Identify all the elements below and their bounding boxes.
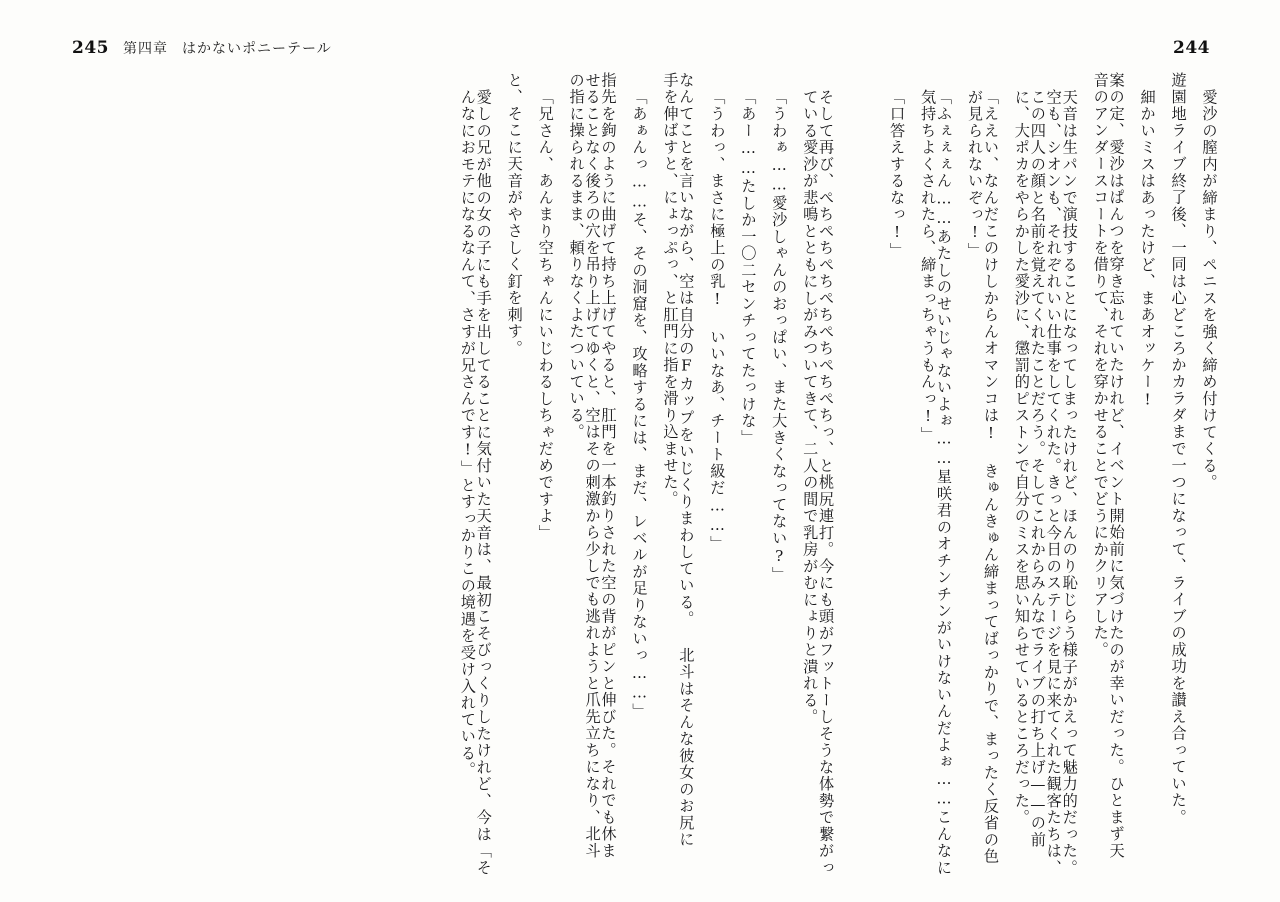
page-gutter [841,72,881,82]
chapter-number: 第四章 [123,41,168,57]
page-header [0,38,1280,62]
text-column: 「うわっ、まさに極上の乳! いいなあ、チート級だ……」 [708,89,727,553]
page-number-right: 244 [1173,38,1210,58]
text-column: そして再び、ぺちぺちぺちぺちぺちぺちぺちっ、と桃尻連打。今にも頭がフットーしそうな体勢で繋がっている愛沙が悲鳴とともにしがみついてきて、二人の間で乳房がむにょりと潰れる。 [801,89,836,877]
page-number-left: 245 [72,38,109,58]
text-column: なんてことを言いながら、空は自分のFカップをいじくりまわしている。 北斗はそんな彼女のお尻に手を伸ばすと、にょっぷっ、と肛門に指を滑り込ませた。 [661,72,696,849]
text-column: 細かいミスはあったけど、まあオッケー! [1138,89,1157,411]
chapter-title: はかないポニーテール [182,41,332,57]
text-column: 「あぁんっ……そ、その洞窟を、攻略するには、まだ、レベルが足りないっ……」 [630,89,649,720]
header-left-group [72,38,332,58]
text-column: 「うわぁ……愛沙しゃんのおっぱい、また大きくなってない?」 [770,89,789,584]
text-column: 指先を鉤のように曲げて持ち上げてやると、肛門を一本釣りされた空の背がピンと伸びた。それでも休ませることなく後ろの穴を吊り上げてゆくと、空はその刺激から少しでも逃れようと爪先立ちになり、北斗の指に操られるまま、頼りなくよたついている。 [567,72,618,860]
text-column: 案の定、愛沙はぱんつを穿き忘れていたけれど、イベント開始前に気づけたのが幸いだった。ひとまず天音のアンダースコートを借りて、それを穿かせることでどうにかクリアした。 [1091,72,1126,860]
text-column: 「兄さん、あんまり空ちゃんにいじわるしちゃだめですよ」 [536,89,555,542]
text-column: 愛しの兄が他の女の子にも手を出してることに気付いた天音は、最初こそびっくりしたけれど、今は「そんなにおモテになるなんて、さすが兄さんです!」とすっかりこの境遇を受け入れている。 [458,89,493,877]
text-column: 「ふぇぇぇん……あたしのせいじゃないよぉ……星咲君のオチンチンがいけないんだよぉ……こんなに気持ちよくされたら、締まっちゃうもんっ!」 [919,89,954,877]
text-column: 愛沙の膣内が締まり、ペニスを強く締め付けてくる。 [1200,89,1219,491]
text-column: 「ええい、なんだこのけしからんオマンコは! きゅんきゅん締まってばっかりで、まったく反省の色が見られないぞっ!」 [965,89,1000,866]
text-column: 天音は生パンで演技することになってしまったけれど、ほんのり恥じらう様子がかえって魅力的だった。空も、シオンも、それぞれいい仕事をしてくれた。きっと今日のステージを見に来てくれた観客たちは、この四人の顔と名前を覚えてくれたことだろう。そしてこれからみんなでライブの打ち上げ——の前に、大ポカをやらかした愛沙に、懲罰的ピストンで自分のミスを思い知らせているところだった。 [1012,89,1079,877]
text-column: と、そこに天音がやさしく釘を刺す。 [505,72,524,357]
text-column: 遊園地ライブ終了後、一同は心どころかカラダまで一つになって、ライブの成功を讃え合っていた。 [1169,72,1188,826]
text-column: 「あー……たしか一〇二センチってたっけな」 [739,89,758,447]
text-column: 「口答えするなっ!」 [888,89,907,260]
text-body [56,72,1224,877]
